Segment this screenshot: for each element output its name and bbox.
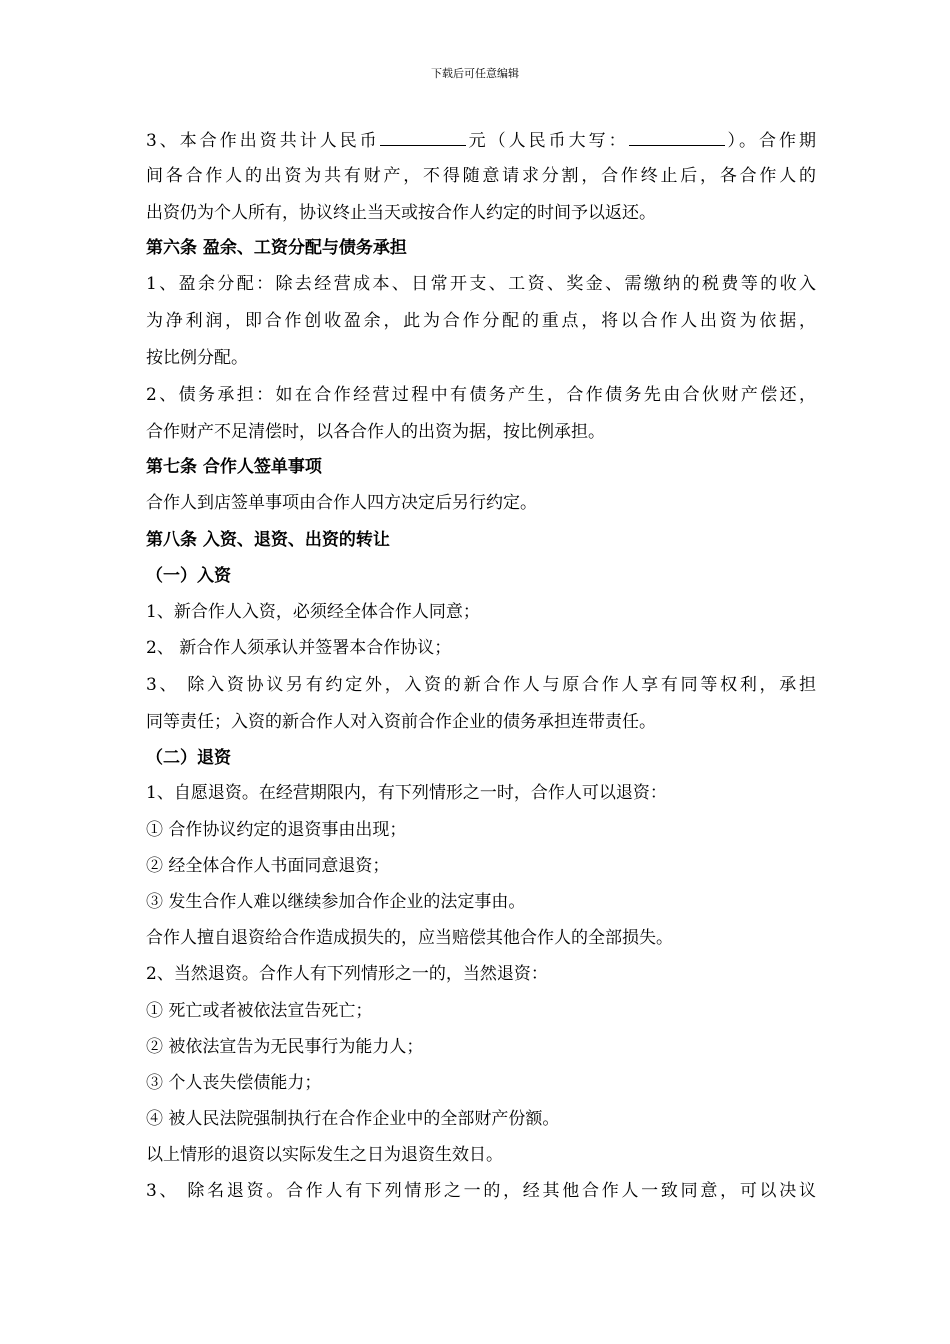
amount-blank [380,127,466,146]
page-header: 下载后可任意编辑 [431,67,519,80]
section-heading: （二）退资 [146,748,231,768]
paragraph-line: 合作人到店签单事项由合作人四方决定后另行约定。 [146,493,537,513]
paragraph-line: 1、盈余分配：除去经营成本、日常开支、工资、奖金、需缴纳的税费等的收入 [146,274,816,294]
paragraph-line: 按比例分配。 [146,348,248,368]
paragraph-line: 2、 新合作人须承认并签署本合作协议； [146,638,452,658]
amount-words-blank [629,127,725,146]
list-item: ④ 被人民法院强制执行在合作企业中的全部财产份额。 [146,1109,560,1129]
paragraph-line: 2、当然退资。合作人有下列情形之一的，当然退资： [146,964,548,984]
line-text: ）。合作期 [724,131,816,151]
list-item: ① 死亡或者被依法宣告死亡； [146,1001,373,1021]
list-item: ② 经全体合作人书面同意退资； [146,856,390,876]
paragraph-line: 2、债务承担：如在合作经营过程中有债务产生，合作债务先由合伙财产偿还， [146,385,816,405]
paragraph-line [146,127,816,153]
paragraph-line: 1、新合作人入资，必须经全体合作人同意； [146,602,480,622]
line-text: 元（人民币大写： [465,131,629,151]
list-item: ③ 发生合作人难以继续参加合作企业的法定事由。 [146,892,526,912]
list-item: ② 被依法宣告为无民事行为能力人； [146,1037,424,1057]
list-item: ① 合作协议约定的退资事由出现； [146,820,407,840]
list-item: ③ 个人丧失偿债能力； [146,1073,322,1093]
article-heading: 第八条 入资、退资、出资的转让 [146,530,390,550]
paragraph-line: 合作人擅自退资给合作造成损失的，应当赔偿其他合作人的全部损失。 [146,928,673,948]
section-heading: （一）入资 [146,566,231,586]
paragraph-line: 间各合作人的出资为共有财产，不得随意请求分割，合作终止后，各合作人的 [146,166,816,186]
article-heading: 第七条 合作人签单事项 [146,457,322,477]
paragraph-line: 出资仍为个人所有，协议终止当天或按合作人约定的时间予以返还。 [146,203,656,223]
paragraph-line: 同等责任；入资的新合作人对入资前合作企业的债务承担连带责任。 [146,712,656,732]
paragraph-line: 1、自愿退资。在经营期限内，有下列情形之一时，合作人可以退资： [146,783,667,803]
line-text: 3、本合作出资共计人民币 [146,131,380,151]
paragraph-line: 3、 除名退资。合作人有下列情形之一的，经其他合作人一致同意，可以决议 [146,1181,816,1201]
paragraph-line: 为净利润，即合作创收盈余，此为合作分配的重点，将以合作人出资为依据， [146,311,816,331]
paragraph-line: 以上情形的退资以实际发生之日为退资生效日。 [146,1145,503,1165]
paragraph-line: 3、 除入资协议另有约定外，入资的新合作人与原合作人享有同等权利，承担 [146,675,816,695]
paragraph-line: 合作财产不足清偿时，以各合作人的出资为据，按比例承担。 [146,422,605,442]
article-heading: 第六条 盈余、工资分配与债务承担 [146,238,407,258]
